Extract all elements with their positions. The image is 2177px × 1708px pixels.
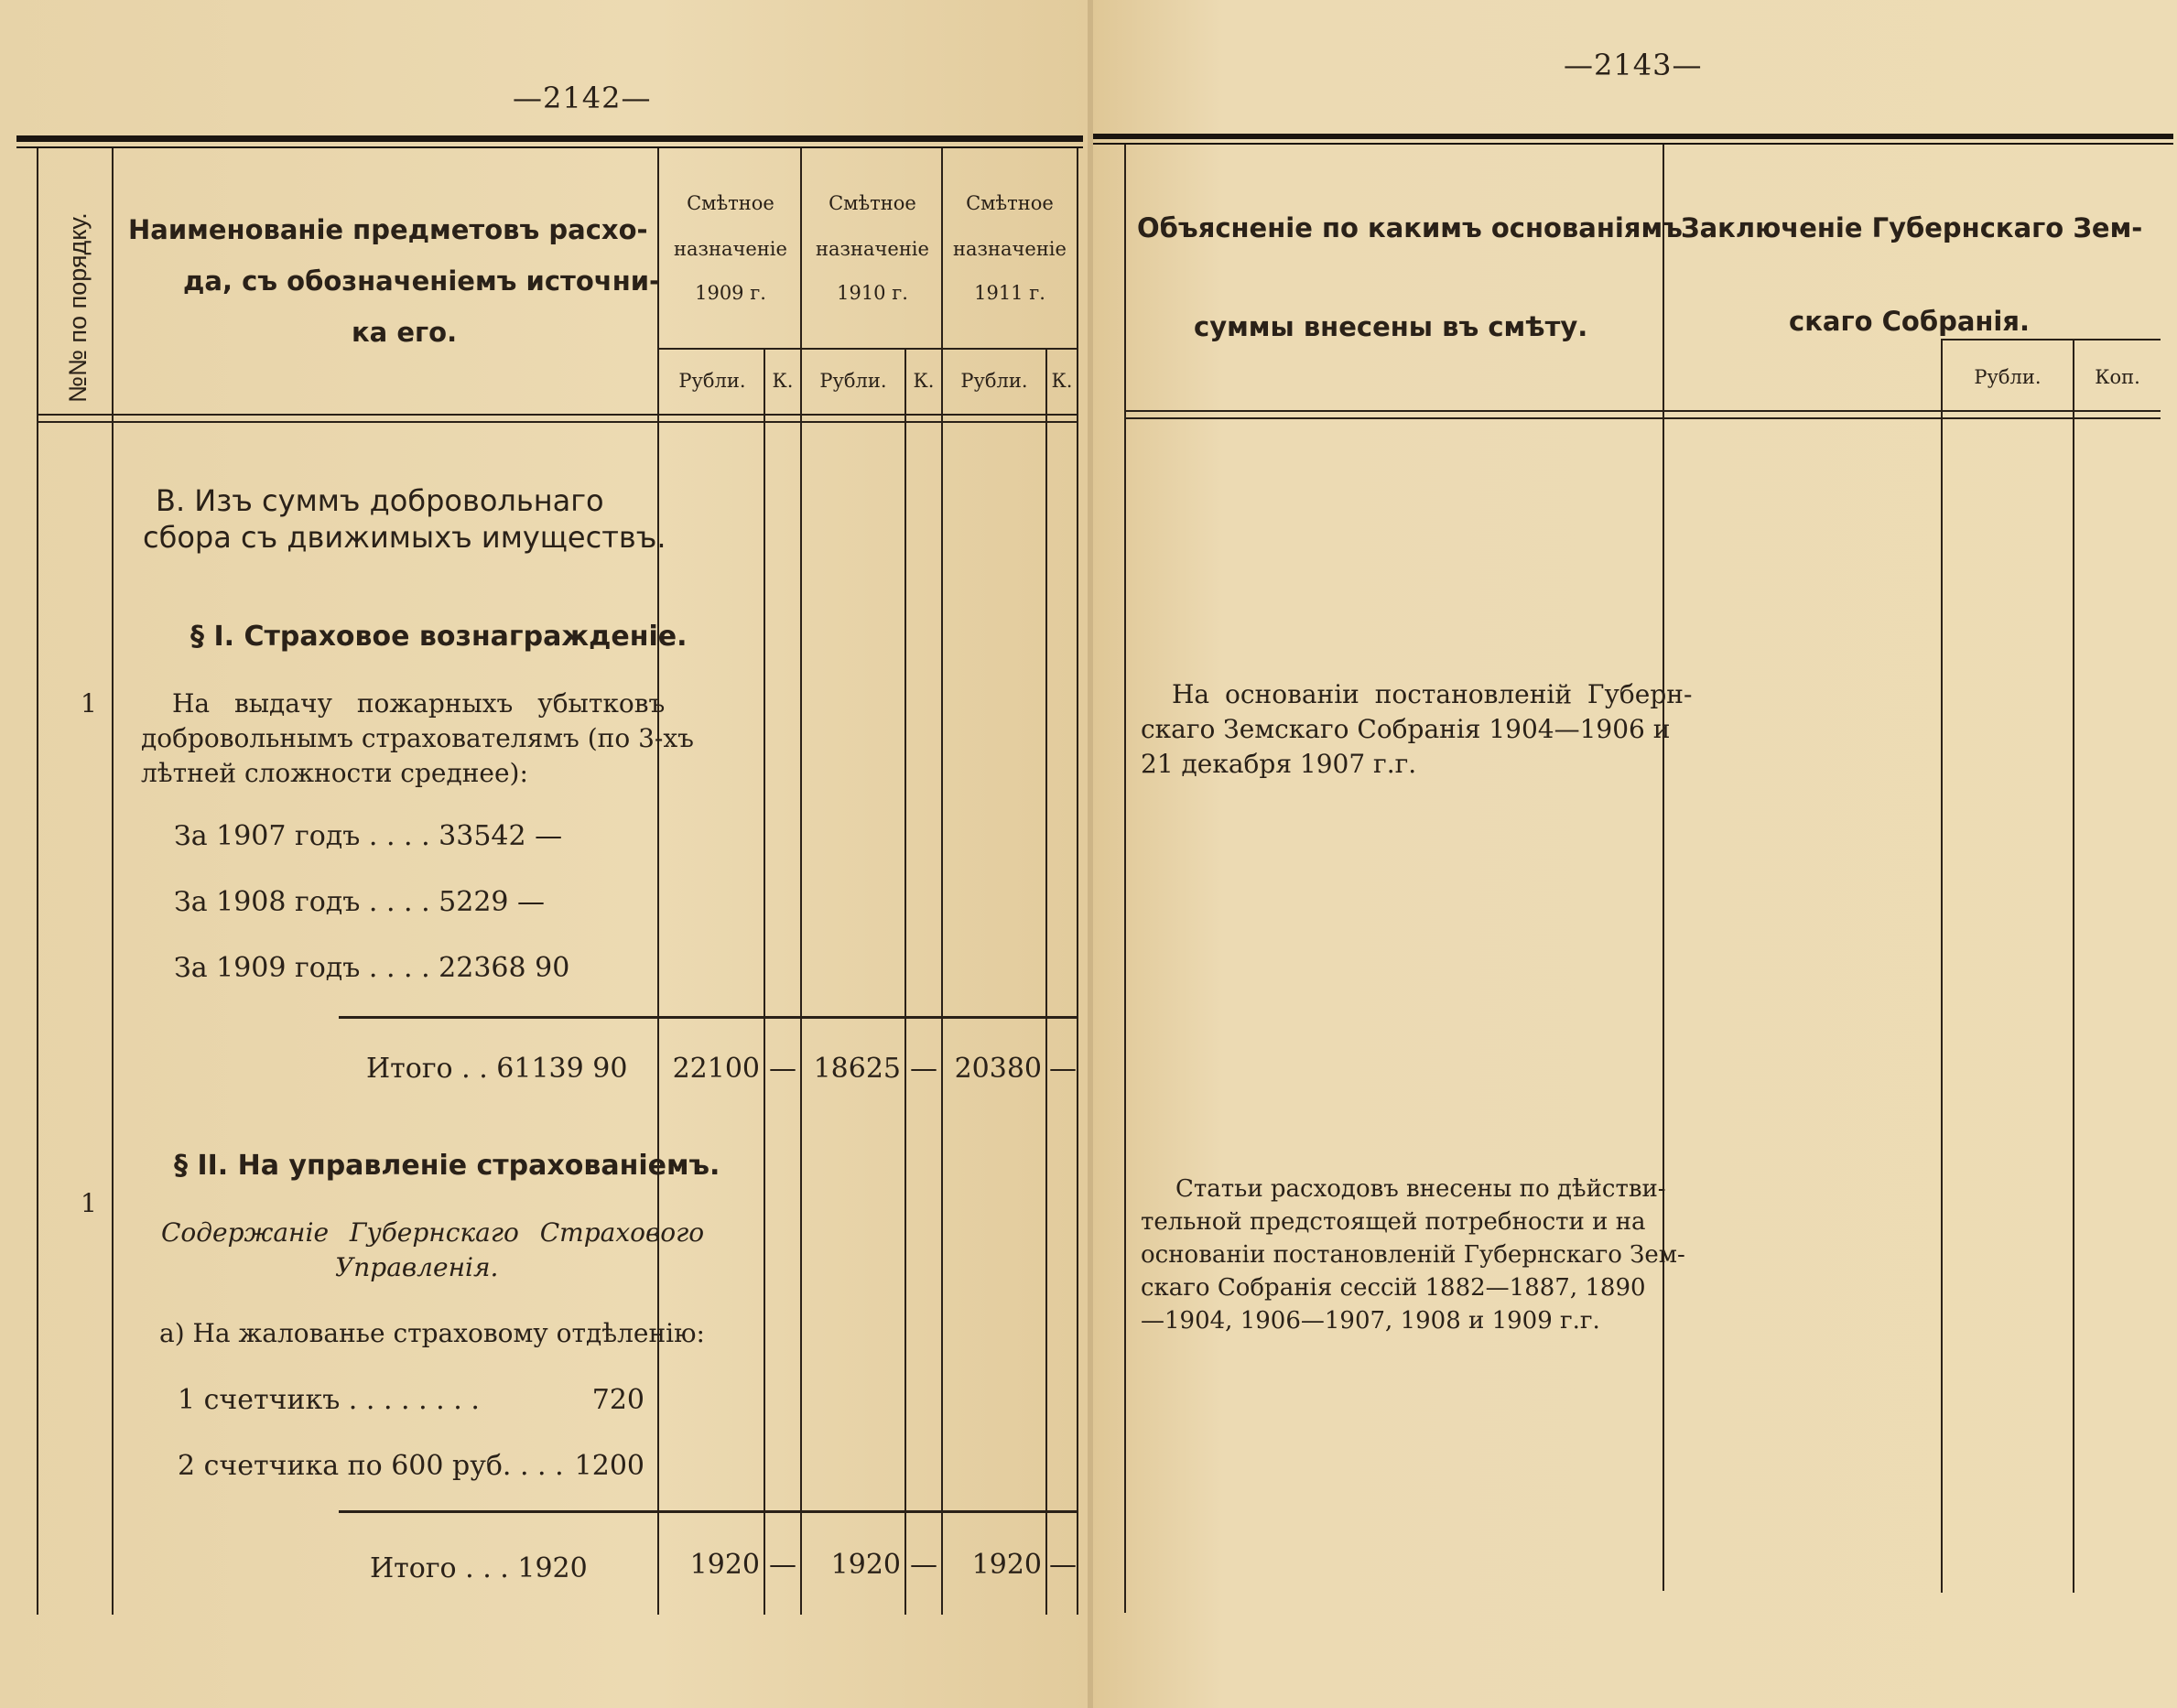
name-column-header-line2: да, съ обозначеніемъ источни-	[183, 265, 661, 297]
row-number: 1	[81, 1188, 97, 1218]
year-item: За 1908 годъ . . . . 5229 —	[174, 886, 546, 918]
note-2-line3: основаніи постановленій Губернскаго Зем-	[1141, 1241, 1685, 1269]
paragraph-1-desc-line1: На выдачу пожарныхъ убытковъ	[172, 688, 666, 719]
kop-header: К.	[1051, 370, 1073, 392]
page-number: —2143—	[1564, 48, 1703, 82]
header-line	[657, 348, 1077, 350]
col-line	[112, 148, 114, 1615]
paragraph-1-total-label: Итого . . 61139 90	[366, 1053, 628, 1085]
year-header-line1: Смѣтное	[966, 192, 1054, 214]
rub-header: Рубли.	[1974, 366, 2042, 388]
year-header-line3: 1909 г.	[695, 282, 766, 304]
explain-column-header-line1: Объясненіе по какимъ основаніямъ	[1137, 212, 1683, 243]
salary-line: а) На жалованье страховому отдѣленію:	[159, 1318, 705, 1348]
total-kop: —	[910, 1053, 937, 1085]
total-kop: —	[1049, 1053, 1077, 1085]
header-line	[1941, 339, 2161, 341]
paragraph-2-subtitle-line2: Управленія.	[335, 1252, 499, 1282]
header-line	[37, 414, 1077, 416]
total-kop: —	[1049, 1549, 1077, 1581]
explain-column-header-line2: суммы внесены въ смѣту.	[1194, 311, 1588, 342]
year-header-line2: назначеніе	[953, 238, 1067, 260]
total-kop: —	[769, 1549, 796, 1581]
note-2-line2: тельной предстоящей потребности и на	[1141, 1208, 1646, 1236]
col-line	[764, 348, 765, 1615]
top-rule-thin	[16, 146, 1083, 148]
year-header-line3: 1911 г.	[974, 282, 1045, 304]
col-line	[2073, 339, 2074, 1593]
top-rule	[16, 135, 1083, 142]
name-column-header-line1: Наименованіе предметовъ расхо-	[128, 214, 648, 245]
col-line	[1077, 148, 1078, 1615]
sum-line	[339, 1016, 1077, 1019]
conclusion-column-header-line1: Заключеніе Губернскаго Зем-	[1681, 212, 2143, 243]
col-line	[1124, 145, 1126, 1613]
total-kop: —	[769, 1053, 796, 1085]
note-2-line1: Статьи расходовъ внесены по дѣйстви-	[1175, 1175, 1666, 1203]
rub-header: Рубли.	[819, 370, 887, 392]
note-2-line4: скаго Собранія сессій 1882—1887, 1890	[1141, 1274, 1646, 1302]
name-column-header-line3: ка его.	[352, 317, 458, 348]
rub-header: Рубли.	[678, 370, 746, 392]
year-header-line2: назначеніе	[816, 238, 929, 260]
paragraph-1-title: § I. Страховое вознагражденіе.	[190, 621, 688, 653]
year-header-line1: Смѣтное	[687, 192, 774, 214]
right-page	[1093, 0, 2177, 1708]
top-rule	[1093, 134, 2173, 139]
section-b-title-line1: В. Изъ суммъ добровольнаго	[156, 483, 604, 518]
total-kop: —	[910, 1549, 937, 1581]
col-line	[904, 348, 906, 1615]
year-header-line3: 1910 г.	[837, 282, 908, 304]
rub-header: Рубли.	[960, 370, 1028, 392]
paragraph-2-subtitle-line1: Содержаніе Губернскаго Страхового	[161, 1217, 705, 1248]
col-line	[37, 148, 38, 1615]
staff-item-value: 1200	[574, 1450, 644, 1482]
header-line	[1124, 410, 2161, 412]
section-b-title-line2: сбора съ движимыхъ имуществъ.	[143, 520, 666, 555]
staff-item-value: 720	[591, 1384, 644, 1416]
col-line	[1045, 348, 1047, 1615]
note-1-line2: скаго Земскаго Собранія 1904—1906 и	[1141, 714, 1671, 744]
total-1909: 22100	[672, 1053, 760, 1085]
year-item: За 1909 годъ . . . . 22368 90	[174, 952, 570, 984]
order-column-header: №№ по порядку.	[64, 212, 92, 403]
year-header-line2: назначеніе	[674, 238, 787, 260]
year-item: За 1907 годъ . . . . 33542 —	[174, 820, 563, 852]
sum-line	[339, 1510, 1077, 1513]
col-line	[800, 148, 802, 1615]
col-line	[1941, 339, 1943, 1593]
total-1910: 18625	[813, 1053, 901, 1085]
total-1909: 1920	[689, 1549, 760, 1581]
conclusion-column-header-line2: скаго Собранія.	[1789, 306, 2031, 337]
total-1910: 1920	[830, 1549, 901, 1581]
paragraph-1-desc-line2: добровольнымъ страхователямъ (по 3-хъ	[141, 723, 694, 753]
row-number: 1	[81, 688, 97, 719]
paragraph-2-total-label: Итого . . . 1920	[370, 1552, 588, 1584]
note-2-line5: —1904, 1906—1907, 1908 и 1909 г.г.	[1141, 1307, 1600, 1335]
total-1911: 1920	[971, 1549, 1042, 1581]
col-line	[1663, 145, 1664, 1591]
page-number: —2142—	[513, 81, 652, 115]
total-1911: 20380	[954, 1053, 1042, 1085]
kop-header: Коп.	[2095, 366, 2140, 388]
staff-item-label: 2 счетчика по 600 руб. . . .	[178, 1450, 564, 1482]
col-line	[657, 148, 659, 1615]
col-line	[941, 148, 943, 1615]
year-header-line1: Смѣтное	[829, 192, 916, 214]
header-line	[37, 421, 1077, 423]
paragraph-1-desc-line3: лѣтней сложности среднее):	[141, 758, 528, 788]
note-1-line1: На основаніи постановленій Губерн-	[1172, 679, 1693, 709]
header-line	[1124, 417, 2161, 419]
note-1-line3: 21 декабря 1907 г.г.	[1141, 749, 1417, 779]
kop-header: К.	[772, 370, 794, 392]
top-rule-thin	[1093, 143, 2173, 145]
staff-item-label: 1 счетчикъ . . . . . . . .	[178, 1384, 480, 1416]
kop-header: К.	[913, 370, 935, 392]
paragraph-2-title: § II. На управленіе страхованіемъ.	[174, 1150, 720, 1182]
